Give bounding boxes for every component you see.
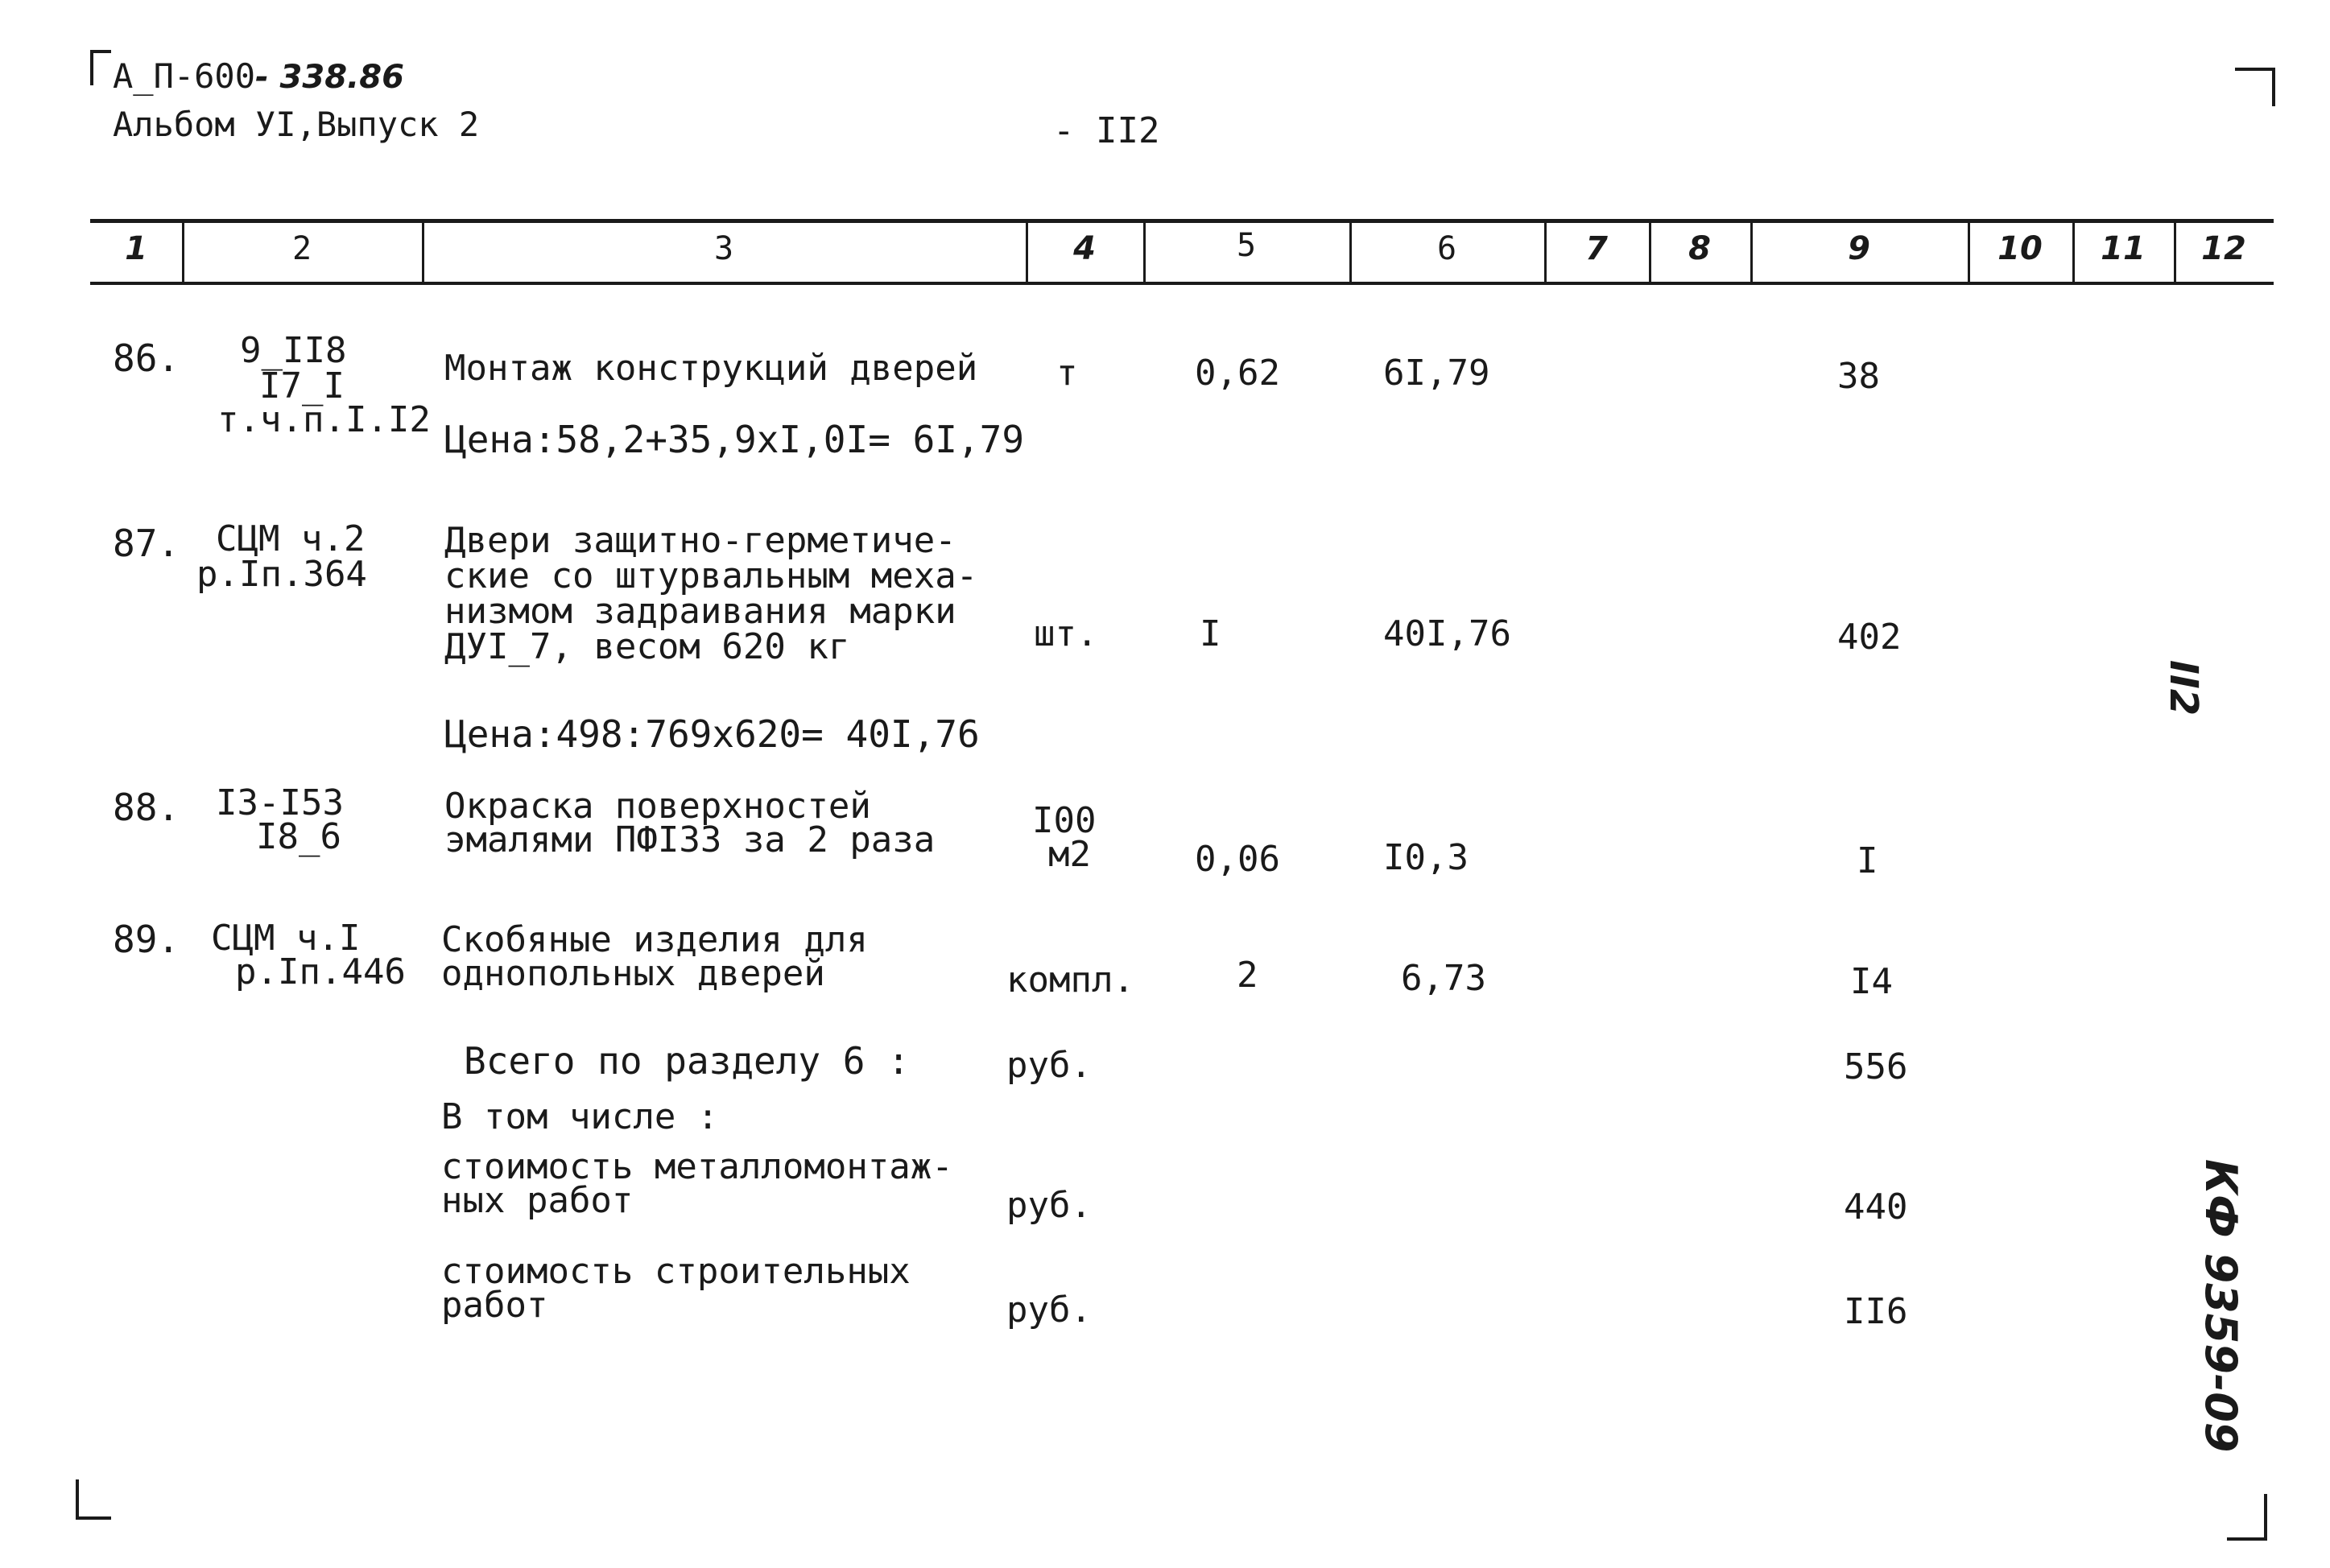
row-total: 38 bbox=[1837, 356, 1880, 397]
row-total: I bbox=[1857, 840, 1878, 881]
row-unit: т bbox=[1056, 353, 1078, 394]
row-unit-price: 6I,79 bbox=[1383, 353, 1490, 394]
margin-page-number: II2 bbox=[2161, 660, 2206, 716]
summary-metal-label: стоимость металломонтаж- bbox=[441, 1146, 953, 1187]
row-unit: компл. bbox=[1006, 959, 1134, 1001]
row-price-note: Цена:58,2+35,9хI,0I= 6I,79 bbox=[444, 418, 1025, 461]
row-total: 402 bbox=[1837, 617, 1902, 658]
row-number: 88. bbox=[113, 786, 180, 829]
row-total: I4 bbox=[1850, 961, 1893, 1002]
page-number: - II2 bbox=[1053, 110, 1160, 151]
column-number: 4 bbox=[1073, 230, 1096, 267]
column-number: 5 bbox=[1236, 227, 1257, 264]
column-number: 7 bbox=[1585, 230, 1608, 267]
column-number: 3 bbox=[713, 230, 734, 267]
row-unit-price: 40I,76 bbox=[1383, 613, 1511, 654]
row-code: р.Iп.364 bbox=[196, 554, 367, 595]
summary-metal-value: 440 bbox=[1844, 1186, 1908, 1228]
row-quantity: 0,62 bbox=[1195, 353, 1280, 394]
row-quantity: I bbox=[1200, 613, 1221, 654]
row-unit: м2 bbox=[1048, 834, 1091, 875]
row-description: низмом задраивания марки bbox=[444, 591, 956, 632]
column-number: 12 bbox=[2201, 230, 2246, 267]
row-code: 9_II8 bbox=[240, 330, 347, 371]
summary-build-label: стоимость строительных bbox=[441, 1251, 911, 1292]
row-code: т.ч.п.I.I2 bbox=[217, 399, 431, 440]
row-code: I8_6 bbox=[256, 816, 341, 857]
table-header-bottom-rule bbox=[90, 282, 2274, 285]
column-number: 10 bbox=[1997, 230, 2043, 267]
summary-build-label: работ bbox=[441, 1285, 548, 1326]
row-unit: шт. bbox=[1034, 613, 1098, 654]
row-description: Двери защитно-герметиче- bbox=[444, 520, 956, 561]
doc-code-handwritten: - 338.86 bbox=[255, 59, 404, 96]
corner-mark-top-left bbox=[90, 50, 111, 85]
row-quantity: 0,06 bbox=[1195, 839, 1280, 880]
album-title: Альбом УI,Выпуск 2 bbox=[113, 105, 480, 144]
row-unit-price: 6,73 bbox=[1401, 958, 1486, 999]
row-description: однопольных дверей bbox=[441, 953, 825, 994]
column-number: 1 bbox=[125, 230, 147, 267]
summary-metal-label: ных работ bbox=[441, 1180, 634, 1221]
summary-total-value: 556 bbox=[1844, 1046, 1908, 1087]
row-description: ДУI_7, весом 620 кг bbox=[444, 626, 850, 667]
corner-mark-bottom-left bbox=[76, 1479, 111, 1520]
column-number: 2 bbox=[291, 230, 312, 267]
row-quantity: 2 bbox=[1237, 955, 1258, 996]
row-description: Окраска поверхностей bbox=[444, 786, 871, 827]
row-description: эмалями ПФI33 за 2 раза bbox=[444, 819, 936, 860]
summary-including-label: В том числе : bbox=[441, 1096, 719, 1137]
row-code: I3-I53 bbox=[216, 782, 344, 823]
row-description: Монтаж конструкций дверей bbox=[444, 348, 978, 389]
summary-total-label: Всего по разделу 6 : bbox=[464, 1039, 910, 1083]
summary-build-unit: руб. bbox=[1006, 1289, 1092, 1331]
row-number: 87. bbox=[113, 522, 180, 565]
column-number: 6 bbox=[1436, 230, 1457, 267]
column-number: 11 bbox=[2101, 230, 2146, 267]
row-description: ские со штурвальным меха- bbox=[444, 555, 978, 596]
summary-build-value: II6 bbox=[1844, 1291, 1908, 1332]
row-number: 86. bbox=[113, 336, 180, 380]
margin-stamp-number: КФ 9359-09 bbox=[2196, 1159, 2246, 1453]
column-number: 8 bbox=[1688, 230, 1711, 267]
corner-mark-top-right bbox=[2235, 68, 2275, 106]
doc-code-main: А_П-600 bbox=[113, 56, 256, 96]
row-unit-price: I0,3 bbox=[1383, 837, 1469, 878]
summary-total-unit: руб. bbox=[1006, 1045, 1092, 1086]
column-number: 9 bbox=[1848, 230, 1870, 267]
row-description: Скобяные изделия для bbox=[441, 919, 868, 960]
doc-code bbox=[113, 58, 404, 96]
row-code: I7_I bbox=[259, 365, 345, 406]
row-unit: I00 bbox=[1032, 800, 1097, 841]
row-code: СЦМ ч.2 bbox=[216, 518, 366, 559]
table-top-rule bbox=[90, 219, 2274, 223]
row-price-note: Цена:498:769х620= 40I,76 bbox=[444, 712, 980, 756]
corner-mark-bottom-right bbox=[2227, 1494, 2267, 1541]
row-code: СЦМ ч.I bbox=[211, 918, 361, 959]
summary-metal-unit: руб. bbox=[1006, 1185, 1092, 1226]
row-number: 89. bbox=[113, 918, 180, 961]
row-code: р.Iп.446 bbox=[235, 951, 406, 992]
